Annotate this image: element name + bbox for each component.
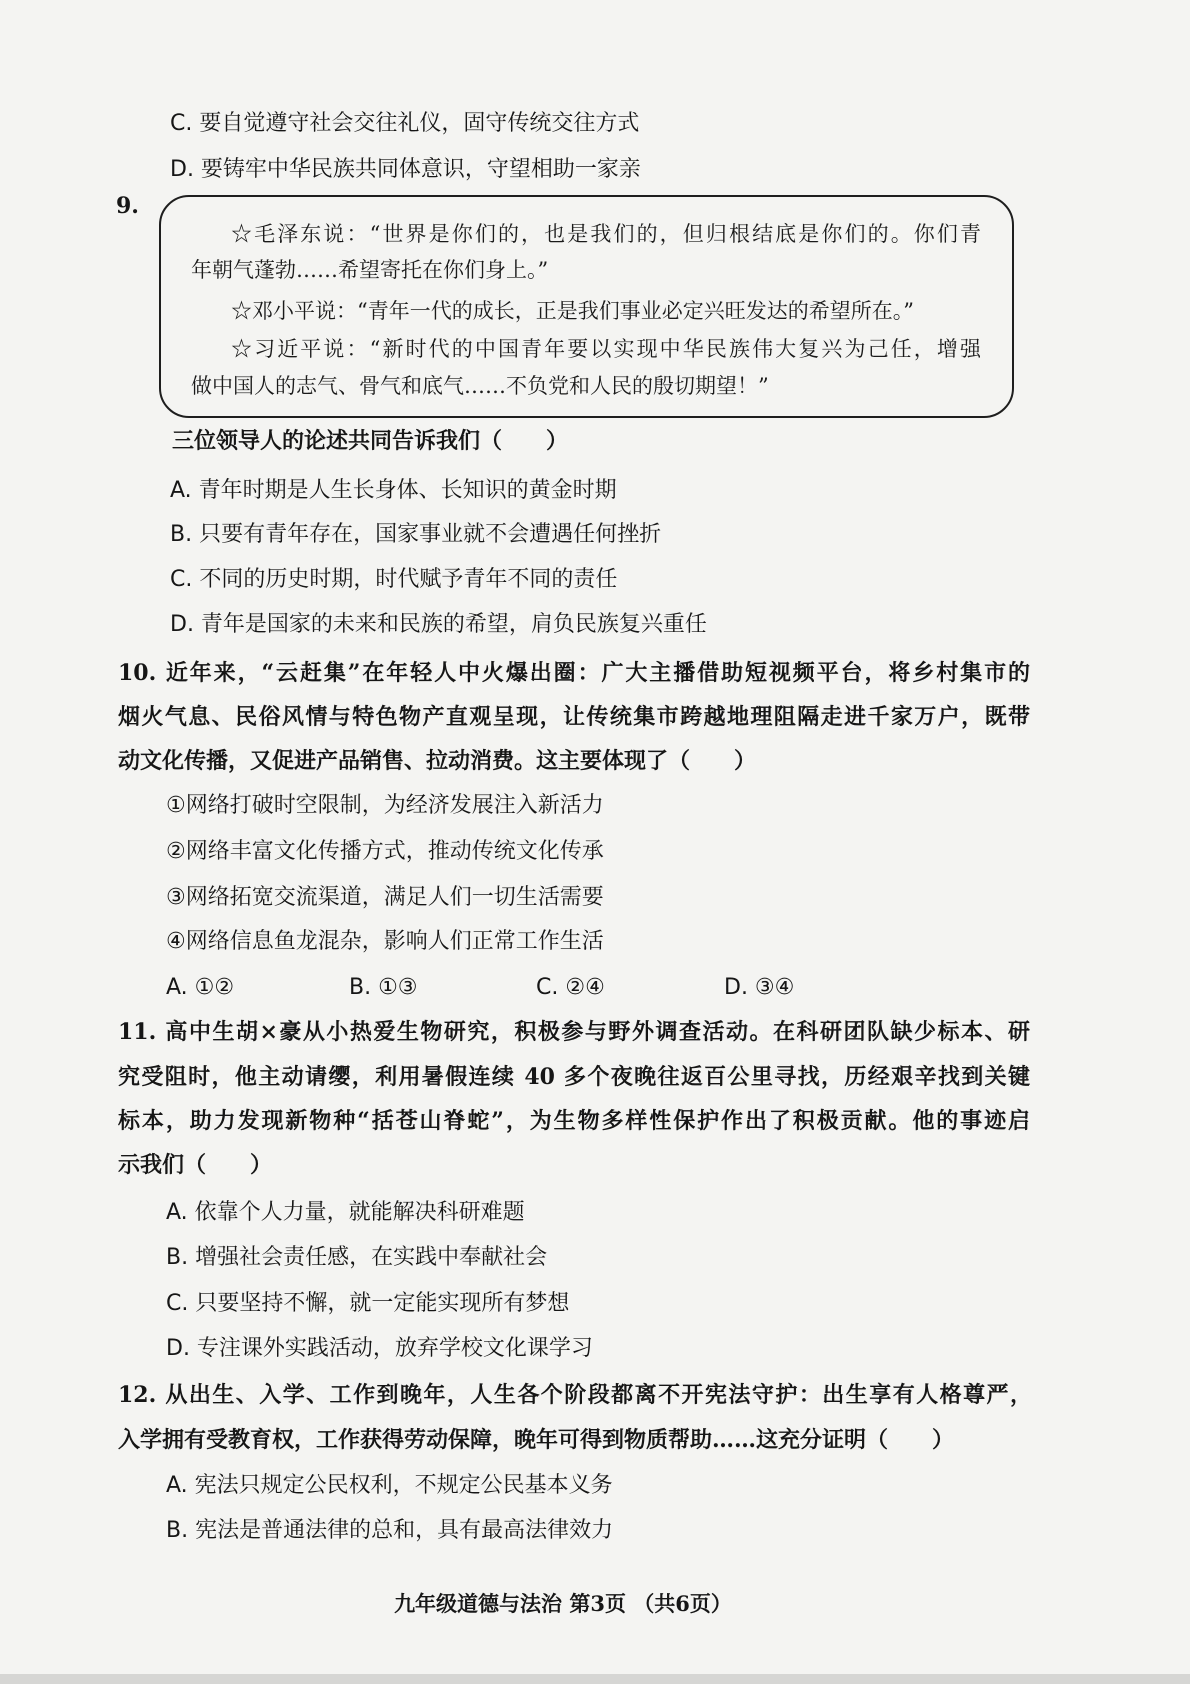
q8-option-d: D. 要铸牢中华民族共同体意识，守望相助一家亲	[170, 157, 641, 182]
q10-statement-1: ①网络打破时空限制，为经济发展注入新活力	[166, 793, 604, 818]
q9-option-b: B. 只要有青年存在，国家事业就不会遭遇任何挫折	[170, 522, 662, 547]
scan-edge-divider	[0, 1674, 1190, 1684]
q11-option-b: B. 增强社会责任感，在实践中奉献社会	[166, 1245, 548, 1270]
q11-option-d: D. 专注课外实践活动，放弃学校文化课学习	[166, 1336, 593, 1361]
q11-option-c: C. 只要坚持不懈，就一定能实现所有梦想	[166, 1291, 570, 1316]
q11-stem-line: 标本，助力发现新物种“括苍山脊蛇”，为生物多样性保护作出了积极贡献。他的事迹启	[118, 1108, 1030, 1134]
q9-option-d: D. 青年是国家的未来和民族的希望，肩负民族复兴重任	[170, 612, 707, 637]
q9-quote-line: ☆毛泽东说：“世界是你们的，也是我们的，但归根结底是你们的。你们青	[231, 222, 981, 246]
q11-stem-line: 示我们（ ）	[118, 1152, 273, 1178]
q12-option-a: A. 宪法只规定公民权利，不规定公民基本义务	[166, 1473, 613, 1498]
q10-stem-line: 烟火气息、民俗风情与特色物产直观呈现，让传统集市跨越地理阻隔走进千家万户，既带	[118, 704, 1030, 730]
q11-stem-line: 究受阻时，他主动请缨，利用暑假连续 40 多个夜晚往返百公里寻找，历经艰辛找到关键	[118, 1064, 1030, 1090]
page-footer: 九年级道德与法治 第3页 （共6页）	[394, 1591, 732, 1616]
q9-stem: 三位领导人的论述共同告诉我们（ ）	[172, 428, 569, 454]
q12-stem-line: 入学拥有受教育权，工作获得劳动保障，晚年可得到物质帮助……这充分证明（ ）	[118, 1427, 955, 1453]
q9-option-c: C. 不同的历史时期，时代赋予青年不同的责任	[170, 567, 618, 592]
q10-stem-line: 10. 近年来，“云赶集”在年轻人中火爆出圈：广大主播借助短视频平台，将乡村集市的	[118, 660, 1030, 686]
q10-choice-b: B. ①③	[349, 975, 418, 1000]
q8-option-c: C. 要自觉遵守社会交往礼仪，固守传统交往方式	[170, 111, 640, 136]
q9-quote-line: ☆习近平说：“新时代的中国青年要以实现中华民族伟大复兴为己任，增强	[231, 337, 981, 361]
q12-option-b: B. 宪法是普通法律的总和，具有最高法律效力	[166, 1518, 614, 1543]
q10-statement-3: ③网络拓宽交流渠道，满足人们一切生活需要	[166, 885, 604, 910]
q12-stem-line: 12. 从出生、入学、工作到晚年，人生各个阶段都离不开宪法守护：出生享有人格尊严，	[118, 1382, 1032, 1408]
q10-statement-2: ②网络丰富文化传播方式，推动传统文化传承	[166, 839, 604, 864]
q10-choice-d: D. ③④	[724, 975, 795, 1000]
q10-choice-c: C. ②④	[536, 975, 605, 1000]
q9-number: 9.	[116, 193, 139, 219]
q11-option-a: A. 依靠个人力量，就能解决科研难题	[166, 1200, 525, 1225]
q9-option-a: A. 青年时期是人生长身体、长知识的黄金时期	[170, 478, 617, 503]
q10-statement-4: ④网络信息鱼龙混杂，影响人们正常工作生活	[166, 929, 604, 954]
q9-quote-line: 做中国人的志气、骨气和底气……不负党和人民的殷切期望！”	[191, 374, 769, 398]
q10-stem-line: 动文化传播，又促进产品销售、拉动消费。这主要体现了（ ）	[118, 748, 757, 774]
q11-stem-line: 11. 高中生胡×豪从小热爱生物研究，积极参与野外调查活动。在科研团队缺少标本、研	[118, 1019, 1030, 1045]
q9-quote-line: 年朝气蓬勃……希望寄托在你们身上。”	[191, 258, 549, 282]
q9-quote-line: ☆邓小平说：“青年一代的成长，正是我们事业必定兴旺发达的希望所在。”	[231, 299, 914, 323]
q10-choice-a: A. ①②	[166, 975, 235, 1000]
